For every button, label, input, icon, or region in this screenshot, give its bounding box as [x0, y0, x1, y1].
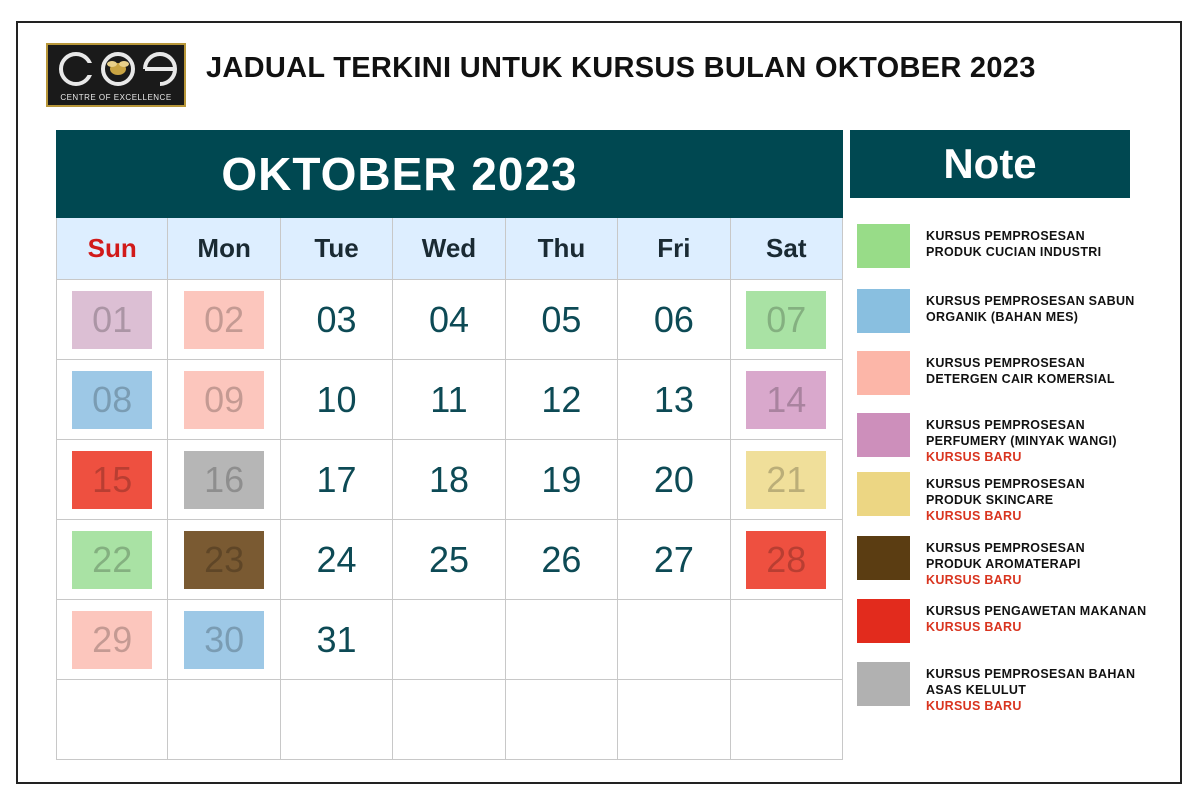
legend-label [926, 355, 1115, 387]
legend-line2: PERFUMERY (MINYAK WANGI) [926, 434, 1117, 448]
weekday-header: Wed [393, 218, 505, 280]
calendar-day: 26 [541, 538, 582, 580]
legend-line1: KURSUS PEMPROSESAN [926, 418, 1085, 432]
legend-swatch [857, 599, 910, 643]
legend-label [926, 417, 1117, 465]
calendar-cell [56, 360, 168, 440]
calendar-day: 23 [184, 531, 264, 589]
legend-label [926, 293, 1135, 325]
legend-label [926, 603, 1146, 635]
calendar-cell [168, 520, 280, 600]
weekday-header: Sat [731, 218, 843, 280]
legend-item [857, 472, 1177, 522]
calendar-day: 01 [72, 291, 152, 349]
new-course-badge: KURSUS BARU [926, 450, 1022, 464]
calendar-cell [506, 600, 618, 680]
legend-item [857, 536, 1177, 586]
calendar-cell [731, 440, 843, 520]
logo-text: CENTRE OF EXCELLENCE [60, 93, 172, 102]
calendar-cell [168, 360, 280, 440]
calendar-cell [281, 600, 393, 680]
calendar-cell [56, 600, 168, 680]
calendar-cell [281, 520, 393, 600]
calendar-cell [393, 520, 505, 600]
calendar-day: 04 [428, 298, 469, 340]
coe-logo [46, 43, 186, 107]
legend-line1: KURSUS PEMPROSESAN BAHAN [926, 667, 1136, 681]
weekday-header: Mon [168, 218, 280, 280]
weekday-header: Sun [56, 218, 168, 280]
calendar-day: 06 [653, 298, 694, 340]
legend-line2: ORGANIK (BAHAN MES) [926, 310, 1079, 324]
legend-line1: KURSUS PEMPROSESAN [926, 541, 1085, 555]
legend-item [857, 413, 1177, 463]
legend-line1: KURSUS PENGAWETAN MAKANAN [926, 604, 1147, 618]
calendar-day: 21 [746, 451, 826, 509]
calendar-day: 08 [72, 371, 152, 429]
legend-swatch [857, 472, 910, 516]
calendar [56, 130, 843, 760]
legend-line2: DETERGEN CAIR KOMERSIAL [926, 372, 1115, 386]
calendar-cell [168, 600, 280, 680]
calendar-cell [618, 440, 730, 520]
new-course-badge: KURSUS BARU [926, 573, 1022, 587]
calendar-cell [393, 600, 505, 680]
calendar-cell [281, 680, 393, 760]
calendar-day: 28 [746, 531, 826, 589]
legend-line1: KURSUS PEMPROSESAN [926, 356, 1085, 370]
calendar-cell [731, 680, 843, 760]
legend-line2: PRODUK AROMATERAPI [926, 557, 1081, 571]
legend-label [926, 476, 1085, 524]
calendar-day: 02 [184, 291, 264, 349]
legend-item [857, 662, 1177, 712]
calendar-cell [618, 520, 730, 600]
calendar-day: 12 [541, 378, 582, 420]
calendar-day: 31 [316, 618, 357, 660]
calendar-day: 05 [541, 298, 582, 340]
calendar-cell [506, 360, 618, 440]
calendar-cell [731, 280, 843, 360]
calendar-day: 25 [428, 538, 469, 580]
calendar-cell [506, 680, 618, 760]
legend-line1: KURSUS PEMPROSESAN [926, 229, 1085, 243]
new-course-badge: KURSUS BARU [926, 699, 1022, 713]
calendar-day: 30 [184, 611, 264, 669]
legend-swatch [857, 224, 910, 268]
legend-item [857, 224, 1177, 274]
calendar-day: 22 [72, 531, 152, 589]
calendar-day: 13 [653, 378, 694, 420]
calendar-cell [393, 280, 505, 360]
calendar-cell [56, 680, 168, 760]
calendar-cell [56, 280, 168, 360]
calendar-day: 16 [184, 451, 264, 509]
calendar-cell [731, 520, 843, 600]
calendar-cell [281, 280, 393, 360]
calendar-cell [393, 360, 505, 440]
calendar-day: 03 [316, 298, 357, 340]
calendar-day: 24 [316, 538, 357, 580]
calendar-cell [168, 680, 280, 760]
weekday-header: Thu [506, 218, 618, 280]
calendar-day: 11 [430, 378, 468, 420]
calendar-day: 14 [746, 371, 826, 429]
legend-line1: KURSUS PEMPROSESAN [926, 477, 1085, 491]
weekday-header: Tue [281, 218, 393, 280]
calendar-cell [168, 440, 280, 520]
page-title: JADUAL TERKINI UNTUK KURSUS BULAN OKTOBER 2023 [206, 52, 1036, 84]
legend-line2: PRODUK SKINCARE [926, 493, 1054, 507]
note-title: Note [850, 130, 1130, 198]
legend-line2: ASAS KELULUT [926, 683, 1027, 697]
calendar-day: 15 [72, 451, 152, 509]
calendar-month-title: OKTOBER 2023 [56, 130, 843, 218]
calendar-day: 29 [72, 611, 152, 669]
legend-swatch [857, 413, 910, 457]
calendar-cell [618, 360, 730, 440]
legend-item [857, 351, 1177, 401]
new-course-badge: KURSUS BARU [926, 509, 1022, 523]
calendar-cell [281, 440, 393, 520]
legend-swatch [857, 536, 910, 580]
calendar-day: 07 [746, 291, 826, 349]
calendar-cell [618, 600, 730, 680]
calendar-cell [168, 280, 280, 360]
legend-item [857, 599, 1177, 649]
calendar-cell [618, 680, 730, 760]
coe-logo-icon [54, 49, 182, 89]
legend-label [926, 228, 1101, 260]
legend-item [857, 289, 1177, 339]
new-course-badge: KURSUS BARU [926, 620, 1022, 634]
calendar-cell [731, 600, 843, 680]
calendar-cell [618, 280, 730, 360]
legend-line1: KURSUS PEMPROSESAN SABUN [926, 294, 1135, 308]
legend-label [926, 540, 1085, 588]
legend-swatch [857, 289, 910, 333]
calendar-cell [281, 360, 393, 440]
calendar-cell [506, 520, 618, 600]
calendar-day: 27 [653, 538, 694, 580]
calendar-cell [506, 280, 618, 360]
calendar-cell [56, 440, 168, 520]
calendar-cell [731, 360, 843, 440]
calendar-day: 18 [428, 458, 469, 500]
calendar-grid [56, 218, 843, 760]
calendar-cell [393, 440, 505, 520]
calendar-day: 10 [316, 378, 357, 420]
legend-swatch [857, 351, 910, 395]
calendar-day: 09 [184, 371, 264, 429]
legend-swatch [857, 662, 910, 706]
calendar-day: 17 [316, 458, 357, 500]
legend-label [926, 666, 1135, 714]
legend-line2: PRODUK CUCIAN INDUSTRI [926, 245, 1102, 259]
weekday-header: Fri [618, 218, 730, 280]
calendar-day: 20 [653, 458, 694, 500]
calendar-cell [506, 440, 618, 520]
calendar-cell [56, 520, 168, 600]
calendar-day: 19 [541, 458, 582, 500]
calendar-cell [393, 680, 505, 760]
